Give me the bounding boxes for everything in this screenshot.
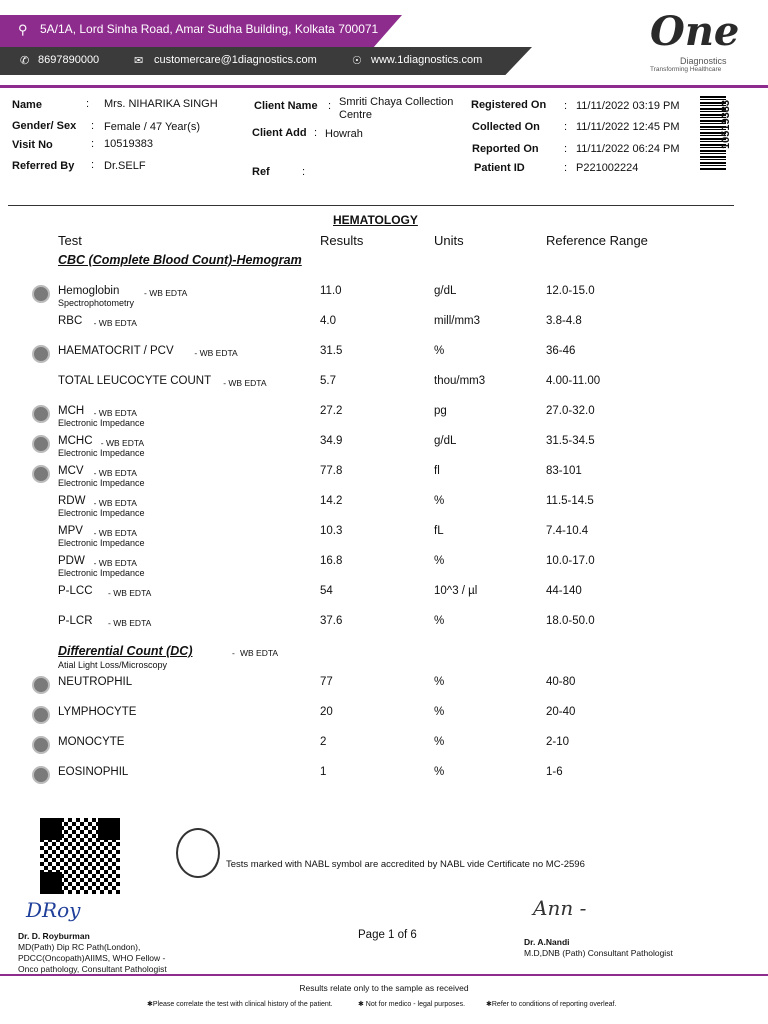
test-name: P-LCR	[58, 615, 93, 627]
colon: :	[302, 166, 306, 178]
specimen-wrap: - WB EDTA	[93, 318, 137, 328]
col-test: Test	[58, 233, 82, 248]
result-value: 16.8	[320, 555, 343, 567]
result-unit: 10^3 / µl	[434, 585, 478, 597]
method: Electronic Impedance	[58, 538, 145, 548]
result-unit: %	[434, 345, 445, 357]
test-name: TOTAL LEUCOCYTE COUNT	[58, 375, 212, 387]
test-name: MCV	[58, 465, 84, 477]
result-unit: g/dL	[434, 285, 457, 297]
result-unit: fl	[434, 465, 440, 477]
nabl-icon	[32, 706, 50, 724]
doctor1-name: Dr. D. Royburman	[18, 931, 90, 941]
doctor1-line1: MD(Path) Dip RC Path(London),	[18, 942, 141, 952]
nabl-seal-icon	[176, 828, 220, 878]
specimen: WB EDTA	[199, 348, 238, 358]
reference-range: 20-40	[546, 706, 576, 718]
registered-label: Registered On	[471, 99, 547, 111]
reference-range: 2-10	[546, 736, 570, 748]
doctor2-name: Dr. A.Nandi	[524, 937, 570, 947]
signature-1: DRoy	[26, 898, 81, 922]
lab-phone[interactable]: 8697890000	[38, 54, 100, 66]
nabl-icon	[32, 345, 50, 363]
page-number: Page 1 of 6	[358, 929, 417, 941]
result-value: 5.7	[320, 375, 336, 387]
result-unit: mill/mm3	[434, 315, 480, 327]
colon: :	[91, 138, 95, 150]
colon: :	[91, 120, 95, 132]
method: Electronic Impedance	[58, 508, 145, 518]
lab-website[interactable]: www.1diagnostics.com	[371, 54, 483, 66]
reference-range: 44-140	[546, 585, 582, 597]
qr-code[interactable]	[40, 818, 120, 894]
reference-range: 3.8-4.8	[546, 315, 582, 327]
dc-specimen-prefix: -	[232, 648, 235, 658]
result-unit: %	[434, 676, 445, 688]
client-add-label: Client Add	[252, 127, 307, 139]
col-results: Results	[320, 233, 364, 248]
test-name: P-LCC	[58, 585, 93, 597]
referred-by: Dr.SELF	[104, 160, 146, 172]
test-name: NEUTROPHIL	[58, 676, 133, 688]
result-unit: %	[434, 736, 445, 748]
result-unit: %	[434, 495, 445, 507]
test-name: MPV	[58, 525, 83, 537]
colon: :	[564, 100, 568, 112]
specimen-wrap: - WB EDTA	[100, 438, 145, 448]
logo-subtitle: Diagnostics	[680, 56, 727, 66]
nabl-note: Tests marked with NABL symbol are accredited by NABL vide Certificate no MC-2596	[226, 859, 585, 870]
gender-label: Gender/ Sex	[12, 120, 77, 132]
doctor1-line2: PDCC(Oncopath)AIIMS, WHO Fellow -	[18, 953, 166, 963]
section-divider	[8, 205, 734, 206]
dc-title: Differential Count (DC)	[58, 644, 193, 658]
specimen-wrap: - WB EDTA	[144, 288, 188, 298]
specimen-wrap: - WB EDTA	[93, 528, 137, 538]
reference-range: 7.4-10.4	[546, 525, 589, 537]
signature-2: Ann -	[533, 896, 587, 920]
result-unit: %	[434, 555, 445, 567]
col-reference: Reference Range	[546, 233, 648, 248]
test-name: RDW	[58, 495, 86, 507]
reference-range: 10.0-17.0	[546, 555, 595, 567]
test-name: MCH	[58, 405, 85, 417]
method: Electronic Impedance	[58, 448, 145, 458]
disclaimer-2: ✱ Not for medico - legal purposes.	[358, 1001, 466, 1008]
lab-address: 5A/1A, Lord Sinha Road, Amar Sudha Building, Kolkata 700071	[40, 22, 379, 36]
result-value: 54	[320, 585, 333, 597]
colon: :	[328, 100, 332, 112]
nabl-icon	[32, 435, 50, 453]
result-unit: g/dL	[434, 435, 457, 447]
colon: :	[91, 159, 95, 171]
nabl-icon	[32, 465, 50, 483]
result-value: 77.8	[320, 465, 343, 477]
nabl-icon	[32, 766, 50, 784]
reported-label: Reported On	[472, 143, 539, 155]
patient-name: Mrs. NIHARIKA SINGH	[104, 98, 218, 110]
reference-range: 36-46	[546, 345, 576, 357]
email-icon: ✉	[134, 55, 144, 67]
disclaimer-3: ✱Refer to conditions of reporting overleaf.	[486, 1001, 617, 1008]
result-value: 2	[320, 736, 327, 748]
nabl-icon	[32, 736, 50, 754]
test-name: EOSINOPHIL	[58, 766, 129, 778]
specimen: WB EDTA	[98, 498, 137, 508]
collected-on: 11/11/2022 12:45 PM	[576, 121, 680, 133]
method: Electronic Impedance	[58, 568, 145, 578]
test-name: LYMPHOCYTE	[58, 706, 137, 718]
result-value: 14.2	[320, 495, 343, 507]
reference-range: 83-101	[546, 465, 582, 477]
test-name: PDW	[58, 555, 85, 567]
specimen-wrap: - WB EDTA	[108, 618, 152, 628]
visit-number: 10519383	[104, 138, 153, 150]
reference-range: 27.0-32.0	[546, 405, 595, 417]
test-name: RBC	[58, 315, 83, 327]
specimen-wrap: - WB EDTA	[93, 558, 137, 568]
result-value: 20	[320, 706, 333, 718]
nabl-icon	[32, 676, 50, 694]
specimen: WB EDTA	[228, 378, 267, 388]
dc-specimen: WB EDTA	[240, 648, 279, 658]
result-unit: %	[434, 766, 445, 778]
result-unit: fL	[434, 525, 444, 537]
colon: :	[564, 162, 568, 174]
colon: :	[86, 98, 90, 110]
reference-range: 11.5-14.5	[546, 495, 594, 507]
doctor1-line3: Onco pathology, Consultant Pathologist	[18, 964, 167, 974]
col-units: Units	[434, 233, 464, 248]
specimen-wrap: - WB EDTA	[108, 588, 152, 598]
barcode-number: 10519383	[720, 100, 732, 149]
specimen: WB EDTA	[149, 288, 188, 298]
doctor2-line1: M.D,DNB (Path) Consultant Pathologist	[524, 948, 673, 958]
reference-range: 4.00-11.00	[546, 375, 601, 387]
cbc-title: CBC (Complete Blood Count)-Hemogram	[58, 253, 302, 267]
result-value: 77	[320, 676, 333, 688]
client-name-label: Client Name	[254, 100, 318, 112]
patient-gender: Female / 47 Year(s)	[104, 121, 200, 133]
nabl-icon	[32, 285, 50, 303]
globe-icon: ☉	[352, 55, 362, 67]
reference-range: 12.0-15.0	[546, 285, 595, 297]
dc-method: Atial Light Loss/Microscopy	[58, 660, 168, 670]
reference-range: 31.5-34.5	[546, 435, 595, 447]
specimen: WB EDTA	[98, 528, 137, 538]
phone-icon: ✆	[20, 55, 30, 67]
method: Electronic Impedance	[58, 478, 145, 488]
patient-id-label: Patient ID	[474, 162, 525, 174]
specimen-wrap: - WB EDTA	[93, 498, 137, 508]
registered-on: 11/11/2022 03:19 PM	[576, 100, 680, 112]
header-divider	[0, 85, 768, 88]
client-name: Smriti Chaya Collection Centre	[339, 96, 454, 121]
result-unit: %	[434, 615, 445, 627]
results-note: Results relate only to the sample as received	[299, 983, 469, 993]
colon: :	[564, 143, 568, 155]
specimen-wrap: - WB EDTA	[194, 348, 238, 358]
lab-email[interactable]: customercare@1diagnostics.com	[154, 54, 317, 66]
disclaimer-1: ✱Please correlate the test with clinical history of the patient.	[147, 1001, 333, 1008]
result-value: 37.6	[320, 615, 343, 627]
colon: :	[564, 121, 568, 133]
location-pin-icon: ⚲	[18, 22, 28, 37]
reference-range: 1-6	[546, 766, 563, 778]
specimen: WB EDTA	[106, 438, 145, 448]
nabl-icon	[32, 405, 50, 423]
result-unit: pg	[434, 405, 447, 417]
ref-label: Ref	[252, 166, 270, 178]
specimen-wrap: - WB EDTA	[223, 378, 267, 388]
result-unit: thou/mm3	[434, 375, 486, 387]
specimen: WB EDTA	[98, 468, 137, 478]
test-name: Hemoglobin	[58, 285, 120, 297]
reference-range: 40-80	[546, 676, 576, 688]
result-value: 4.0	[320, 315, 336, 327]
section-title: HEMATOLOGY	[333, 213, 418, 227]
specimen: WB EDTA	[113, 618, 152, 628]
footer-divider	[0, 974, 768, 976]
logo: One	[650, 8, 740, 55]
test-name: MCHC	[58, 435, 93, 447]
specimen: WB EDTA	[98, 558, 137, 568]
patient-id: P221002224	[576, 162, 639, 174]
result-value: 10.3	[320, 525, 343, 537]
result-value: 1	[320, 766, 327, 778]
specimen: WB EDTA	[113, 588, 152, 598]
result-value: 11.0	[320, 285, 342, 297]
method: Spectrophotometry	[58, 298, 135, 308]
specimen: WB EDTA	[98, 408, 137, 418]
result-value: 27.2	[320, 405, 343, 417]
referred-label: Referred By	[12, 160, 75, 172]
visit-label: Visit No	[12, 139, 53, 151]
result-unit: %	[434, 706, 445, 718]
reference-range: 18.0-50.0	[546, 615, 595, 627]
logo-tagline: Transforming Healthcare	[650, 66, 722, 73]
method: Electronic Impedance	[58, 418, 145, 428]
colon: :	[314, 127, 318, 139]
reported-on: 11/11/2022 06:24 PM	[576, 143, 680, 155]
specimen-wrap: - WB EDTA	[93, 408, 137, 418]
collected-label: Collected On	[472, 121, 540, 133]
client-address: Howrah	[325, 128, 363, 140]
test-name: HAEMATOCRIT / PCV	[58, 345, 174, 357]
name-label: Name	[12, 99, 42, 111]
specimen-wrap: - WB EDTA	[93, 468, 137, 478]
result-value: 31.5	[320, 345, 343, 357]
test-name: MONOCYTE	[58, 736, 125, 748]
specimen: WB EDTA	[98, 318, 137, 328]
result-value: 34.9	[320, 435, 343, 447]
